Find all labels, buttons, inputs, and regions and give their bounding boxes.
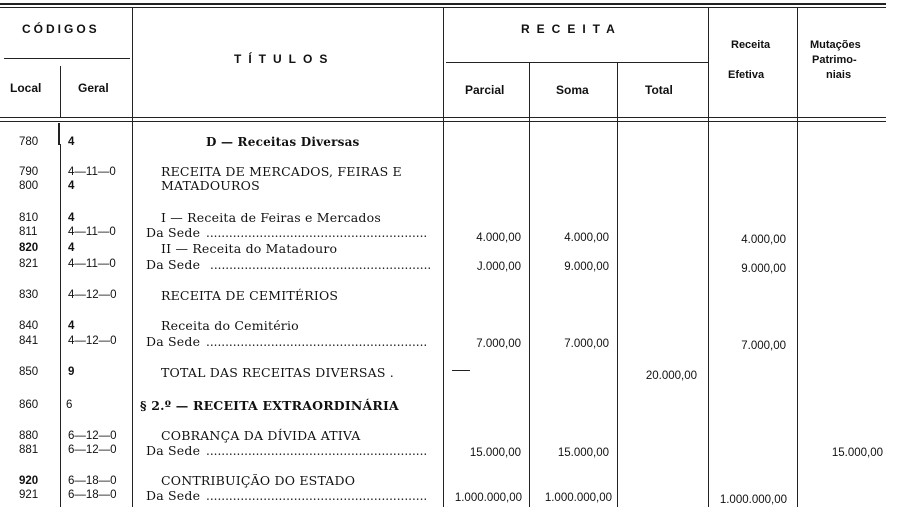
row-841-soma: 7.000,00 (564, 338, 609, 350)
row-811-title: Da Sede (146, 225, 201, 240)
row-850-local: 850 (19, 366, 39, 378)
row-830-local: 830 (19, 289, 39, 301)
row-921-leader-dots: .......................................................... (206, 490, 428, 502)
row-880-title: COBRANÇA DA DÍVIDA ATIVA (161, 428, 361, 443)
row-921-geral: 6—18—0 (68, 489, 117, 501)
row-860-title: § 2.º — RECEITA EXTRAORDINÁRIA (140, 398, 399, 413)
row-780-local: 780 (19, 136, 39, 148)
row-821-title: Da Sede (146, 257, 201, 272)
row-810-geral: 4 (68, 212, 75, 224)
row-921-title: Da Sede (146, 488, 201, 503)
row-780-title: D — Receitas Diversas (206, 135, 360, 149)
header-soma: Soma (556, 83, 589, 97)
row-841-efetiva: 7.000,00 (741, 340, 786, 352)
row-790-geral: 4—11—0 (68, 166, 116, 178)
codigos-underline (4, 58, 130, 59)
row-880-local: 880 (19, 430, 39, 442)
header-local: Local (10, 81, 42, 95)
row-860-geral: 6 (66, 399, 73, 411)
row-810-title: I — Receita de Feiras e Mercados (161, 210, 381, 225)
row-850-total: 20.000,00 (645, 370, 697, 382)
header-receita-efetiva-line1: Receita (731, 39, 771, 51)
row-881-soma: 15.000,00 (557, 447, 609, 459)
header-titulos: TÍTULOS (234, 52, 335, 66)
row-881-leader-dots: .......................................................... (206, 445, 428, 457)
row-850-dash (452, 370, 470, 371)
row-811-leader-dots: .......................................................... (206, 227, 428, 239)
row-790-title: RECEITA DE MERCADOS, FEIRAS E (161, 164, 402, 179)
row-800-geral: 4 (68, 180, 75, 192)
header-mutacoes-line2: Patrimo- (812, 54, 857, 66)
body-code-marker (58, 123, 60, 145)
row-881-mutacoes: 15.000,00 (831, 447, 883, 459)
header-receita-efetiva-line2: Efetiva (728, 69, 765, 81)
row-821-local: 821 (19, 258, 39, 270)
col-divider-codes (132, 7, 133, 507)
row-921-parcial: 1.000.000,00 (454, 492, 522, 504)
row-820-local: 820 (19, 242, 39, 254)
row-811-efetiva: 4.000,00 (741, 234, 786, 246)
row-841-local: 841 (19, 335, 39, 347)
row-850-title: TOTAL DAS RECEITAS DIVERSAS . (161, 365, 394, 380)
row-780-geral: 4 (68, 136, 75, 148)
header-parcial: Parcial (465, 83, 505, 97)
top-rule (0, 3, 886, 5)
row-920-title: CONTRIBUIÇÃO DO ESTADO (161, 473, 356, 488)
col-divider-titles (443, 7, 444, 507)
row-811-local: 811 (19, 226, 38, 238)
row-881-parcial: 15.000,00 (469, 447, 521, 459)
row-820-geral: 4 (68, 242, 75, 254)
row-921-local: 921 (19, 489, 39, 501)
row-841-title: Da Sede (146, 334, 201, 349)
col-divider-parcial (529, 62, 530, 507)
row-920-local: 920 (19, 475, 39, 487)
row-810-local: 810 (19, 212, 39, 224)
row-821-efetiva: 9.000,00 (741, 263, 786, 275)
body-code-marker-2 (60, 144, 61, 507)
row-811-geral: 4—11—0 (68, 226, 116, 238)
row-840-geral: 4 (68, 320, 75, 332)
row-921-efetiva: 1.000.000,00 (719, 494, 787, 506)
col-divider-total (708, 7, 709, 507)
row-821-geral: 4—11—0 (68, 258, 116, 270)
row-841-parcial: 7.000,00 (476, 338, 521, 350)
row-850-geral: 9 (68, 366, 75, 378)
row-881-local: 881 (19, 444, 39, 456)
header-mutacoes-line3: niais (826, 69, 852, 81)
header-geral: Geral (78, 81, 109, 95)
row-920-geral: 6—18—0 (68, 475, 117, 487)
row-800-title: MATADOUROS (161, 178, 260, 193)
row-860-local: 860 (19, 399, 39, 411)
row-830-geral: 4—12—0 (68, 289, 117, 301)
row-811-soma: 4.000,00 (564, 232, 609, 244)
row-821-parcial: J.000,00 (476, 261, 521, 273)
row-881-geral: 6—12—0 (68, 444, 117, 456)
row-921-soma: 1.000.000,00 (544, 492, 612, 504)
row-841-leader-dots: .......................................................... (206, 336, 428, 348)
row-821-soma: 9.000,00 (564, 261, 609, 273)
receita-underline (446, 62, 708, 63)
row-840-title: Receita do Cemitério (161, 318, 299, 333)
header-receita: RECEITA (521, 22, 622, 36)
col-divider-soma (617, 62, 618, 507)
row-880-geral: 6—12—0 (68, 430, 117, 442)
row-821-leader-dots: .......................................................... (210, 259, 432, 271)
col-divider-local (60, 66, 61, 117)
row-881-title: Da Sede (146, 443, 201, 458)
row-800-local: 800 (19, 180, 39, 192)
header-codigos: CÓDIGOS (22, 22, 100, 36)
col-divider-efetiva (797, 7, 798, 507)
row-840-local: 840 (19, 320, 39, 332)
row-790-local: 790 (19, 166, 39, 178)
row-830-title: RECEITA DE CEMITÉRIOS (161, 288, 339, 303)
row-841-geral: 4—12—0 (68, 335, 117, 347)
row-811-parcial: 4.000,00 (476, 232, 521, 244)
row-820-title: II — Receita do Matadouro (161, 241, 338, 256)
header-mutacoes-line1: Mutações (810, 39, 861, 51)
header-total: Total (645, 83, 673, 97)
